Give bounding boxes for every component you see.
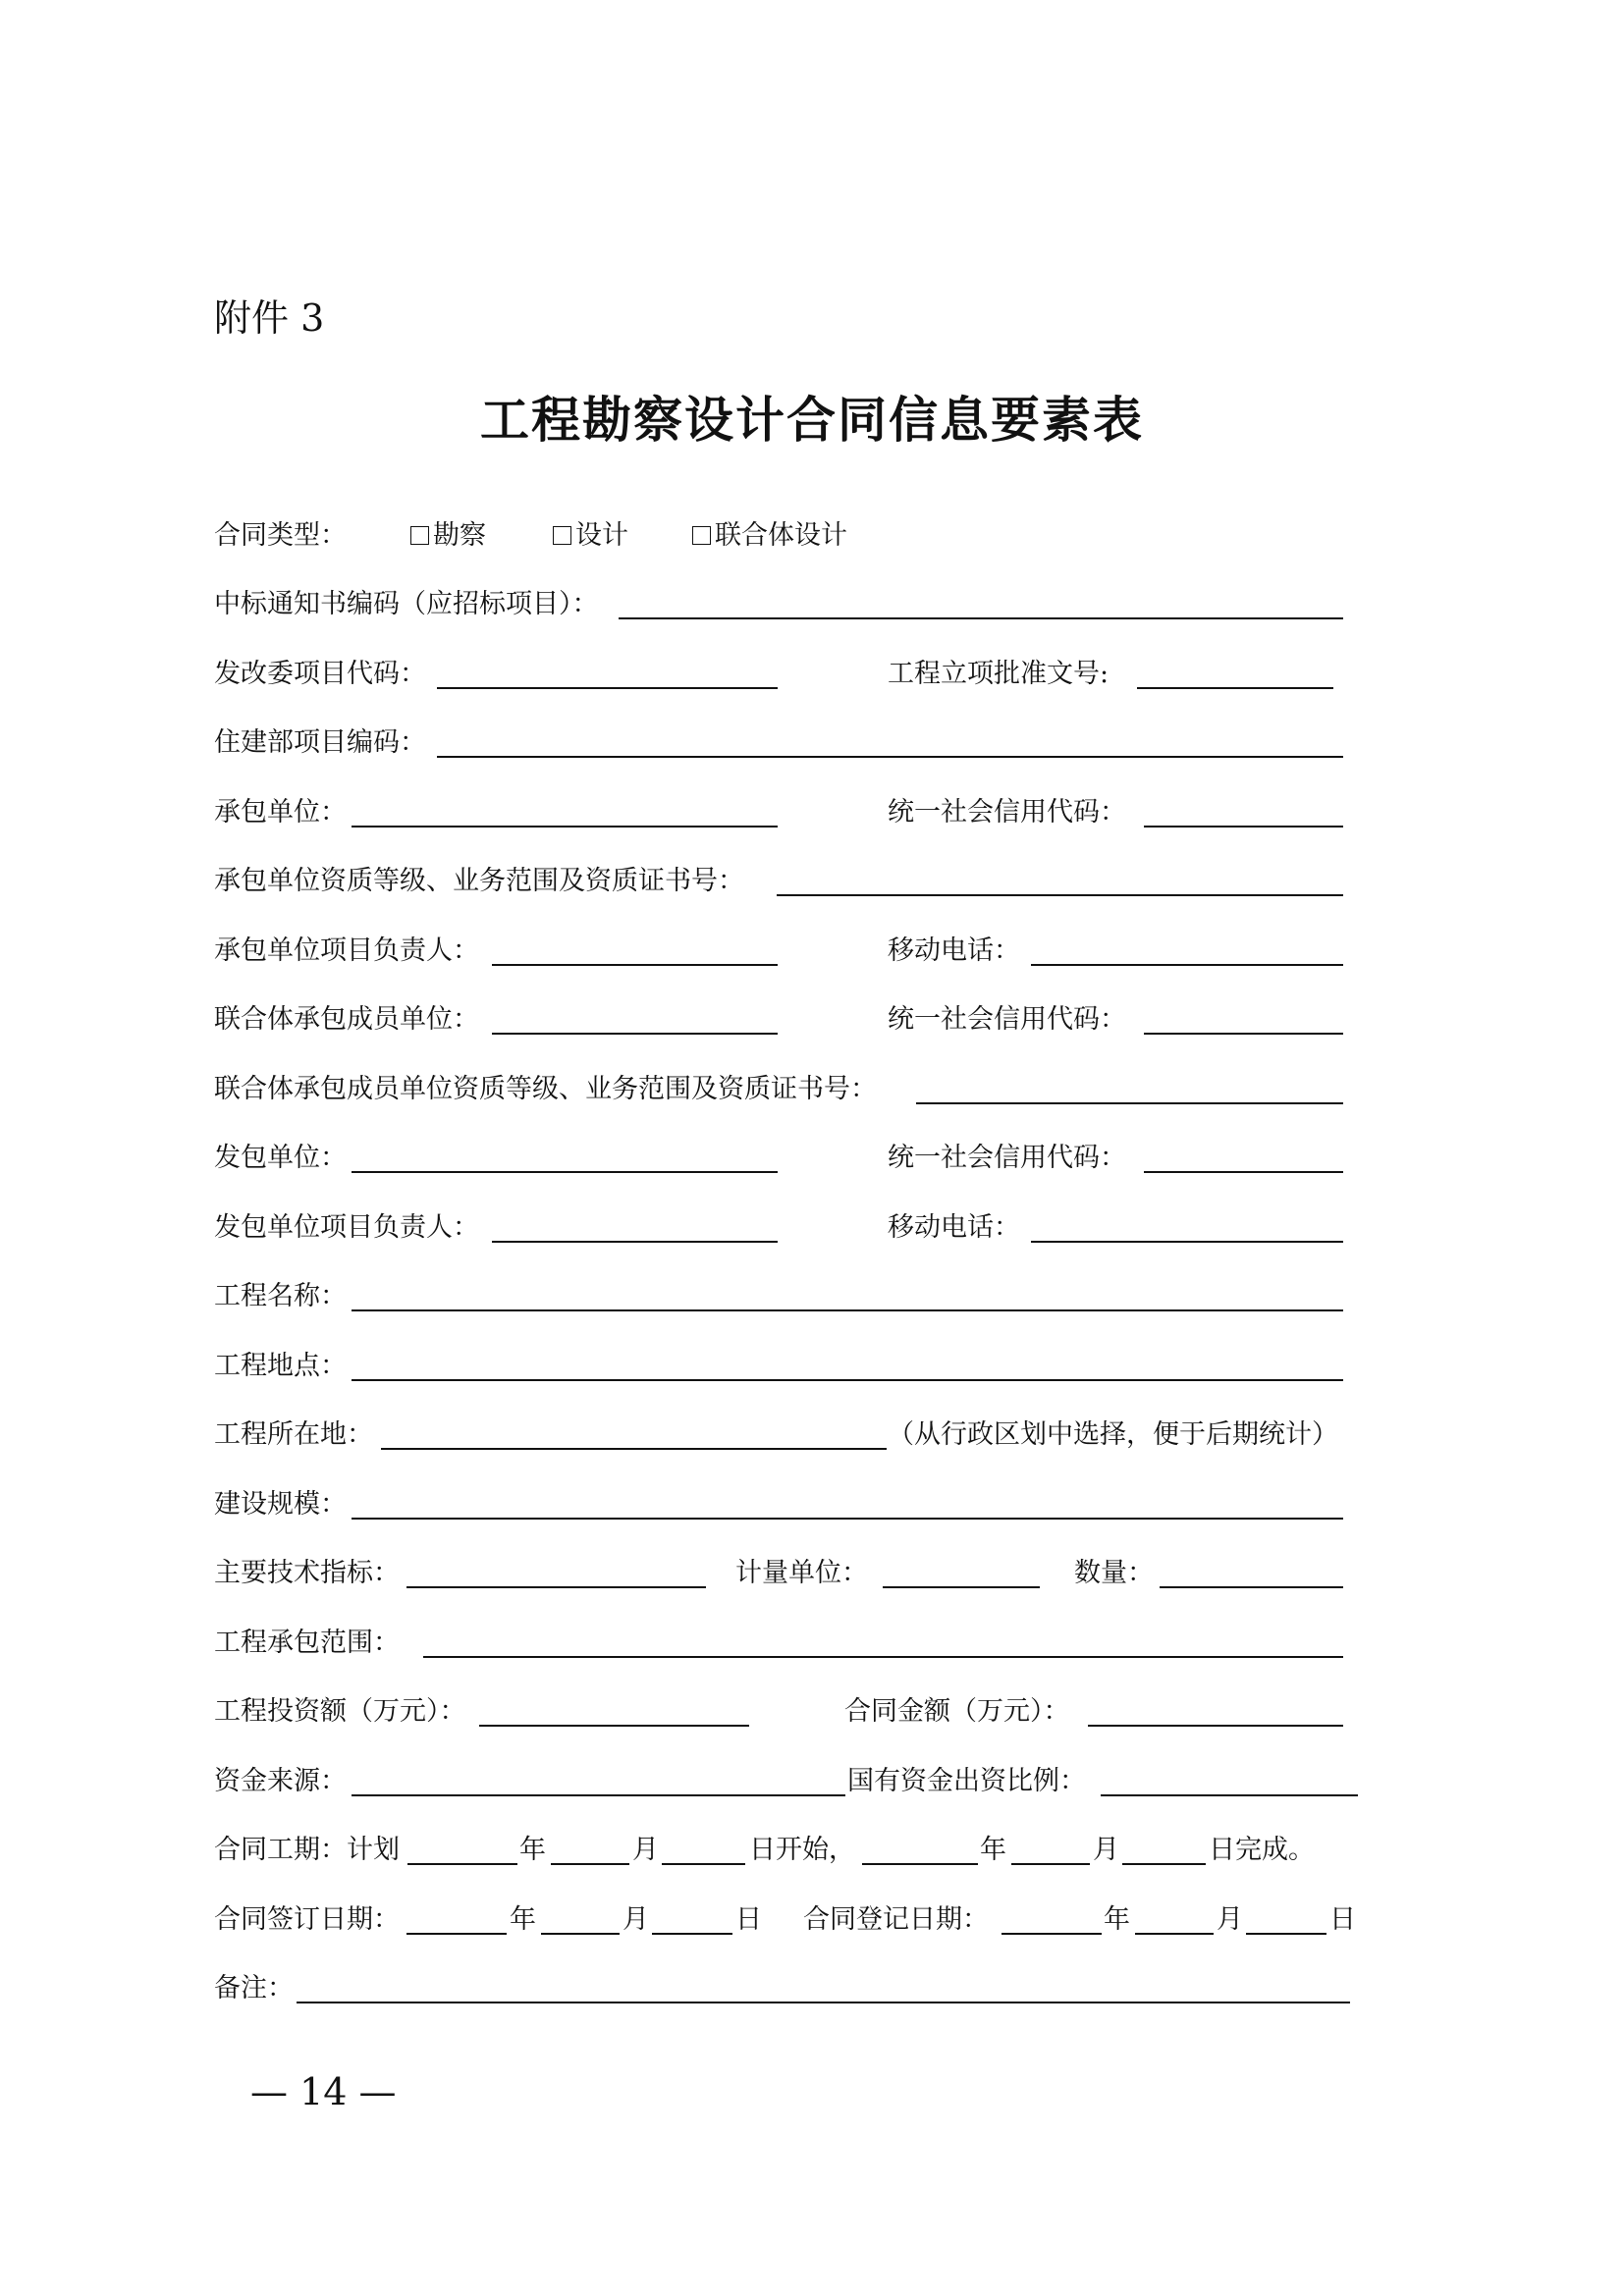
row-mohurd: [214, 711, 1343, 780]
row-employer: [214, 1126, 1343, 1196]
register-date-label: 合同登记日期：: [803, 1903, 989, 1935]
contract-amount-field[interactable]: [1088, 1725, 1343, 1727]
contractor-lead-label: 承包单位项目负责人：: [214, 934, 479, 966]
unit-label: 计量单位：: [735, 1558, 868, 1588]
bid-notice-label: 中标通知书编码（应招标项目）：: [214, 589, 599, 619]
checkbox-icon: [553, 526, 571, 545]
scope-field[interactable]: [423, 1656, 1343, 1658]
row-project-name: [214, 1264, 1343, 1334]
sign-day-label: 日: [735, 1903, 762, 1935]
checkbox-icon: [692, 526, 711, 545]
end-month-field[interactable]: [1011, 1863, 1090, 1865]
contract-amount-label: 合同金额（万元）：: [844, 1696, 1070, 1727]
jv-qual-label: 联合体承包成员单位资质等级、业务范围及资质证书号：: [214, 1073, 877, 1104]
row-contractor: [214, 779, 1343, 849]
contractor-field[interactable]: [352, 826, 778, 828]
sign-year-field[interactable]: [406, 1933, 507, 1935]
row-bid-notice: [214, 572, 1343, 642]
row-investment: [214, 1680, 1343, 1749]
row-contract-type: [214, 503, 1343, 572]
investment-field[interactable]: [479, 1725, 749, 1727]
contractor-qual-field[interactable]: [777, 894, 1343, 896]
row-remarks: [214, 1956, 1343, 2026]
employer-phone-field[interactable]: [1031, 1241, 1343, 1243]
contractor-phone-field[interactable]: [1031, 964, 1343, 966]
end-year-label: 年: [980, 1835, 1006, 1865]
row-fund-source: [214, 1748, 1343, 1818]
employer-lead-field[interactable]: [492, 1241, 778, 1243]
project-site-field[interactable]: [352, 1379, 1343, 1381]
contractor-label: 承包单位：: [214, 796, 347, 828]
document-title: 工程勘察设计合同信息要素表: [480, 391, 1144, 449]
row-project-region: [214, 1403, 1343, 1472]
start-month-field[interactable]: [551, 1863, 629, 1865]
end-suffix: 日完成。: [1209, 1835, 1315, 1865]
employer-label: 发包单位：: [214, 1143, 347, 1173]
row-scope: [214, 1610, 1343, 1680]
start-month-label: 月: [632, 1835, 659, 1865]
start-year-field[interactable]: [407, 1863, 517, 1865]
project-region-label: 工程所在地：: [214, 1419, 373, 1450]
row-contractor-qual: [214, 849, 1343, 919]
approval-no-field[interactable]: [1137, 687, 1333, 689]
fund-source-field[interactable]: [352, 1794, 845, 1796]
sign-month-label: 月: [623, 1903, 649, 1935]
project-name-field[interactable]: [352, 1309, 1343, 1311]
row-contractor-lead: [214, 918, 1343, 988]
employer-field[interactable]: [352, 1171, 778, 1173]
sign-day-field[interactable]: [652, 1933, 732, 1935]
row-dates: [214, 1887, 1356, 1956]
checkbox-design[interactable]: [553, 519, 628, 551]
fund-source-label: 资金来源：: [214, 1765, 347, 1796]
jv-qual-field[interactable]: [916, 1102, 1343, 1104]
ndrc-code-field[interactable]: [437, 687, 778, 689]
sign-year-label: 年: [510, 1903, 536, 1935]
remarks-label: 备注：: [214, 1973, 294, 2003]
register-month-field[interactable]: [1135, 1933, 1214, 1935]
row-contract-period: [214, 1818, 1343, 1888]
row-ndrc: [214, 641, 1343, 711]
checkbox-survey[interactable]: [410, 519, 486, 551]
contract-info-form: [214, 503, 1356, 2025]
checkbox-jv-design-label: 联合体设计: [715, 519, 847, 551]
register-day-field[interactable]: [1246, 1933, 1326, 1935]
checkbox-design-label: 设计: [575, 519, 628, 551]
tech-index-field[interactable]: [406, 1586, 706, 1588]
mohurd-code-field[interactable]: [437, 756, 1343, 758]
state-ratio-field[interactable]: [1101, 1794, 1358, 1796]
start-suffix: 日开始，: [749, 1835, 855, 1865]
row-employer-lead: [214, 1195, 1343, 1264]
employer-credit-label: 统一社会信用代码：: [888, 1143, 1126, 1173]
row-project-site: [214, 1333, 1343, 1403]
unit-field[interactable]: [883, 1586, 1040, 1588]
jv-member-field[interactable]: [492, 1033, 778, 1035]
project-region-note: （从行政区划中选择，便于后期统计）: [888, 1419, 1338, 1450]
project-name-label: 工程名称：: [214, 1281, 347, 1311]
contractor-lead-field[interactable]: [492, 964, 778, 966]
remarks-field[interactable]: [297, 2002, 1350, 2003]
contractor-credit-field[interactable]: [1144, 826, 1343, 828]
employer-credit-field[interactable]: [1144, 1171, 1343, 1173]
employer-phone-label: 移动电话：: [888, 1211, 1020, 1243]
jv-credit-label: 统一社会信用代码：: [888, 1004, 1126, 1035]
attachment-label: 附件 3: [214, 296, 325, 340]
jv-credit-field[interactable]: [1144, 1033, 1343, 1035]
register-year-label: 年: [1104, 1903, 1130, 1935]
scale-label: 建设规模：: [214, 1488, 347, 1520]
row-jv-qual: [214, 1056, 1343, 1126]
investment-label: 工程投资额（万元）：: [214, 1696, 466, 1727]
contractor-qual-label: 承包单位资质等级、业务范围及资质证书号：: [214, 866, 744, 896]
sign-month-field[interactable]: [541, 1933, 620, 1935]
period-label: 合同工期：计划: [214, 1835, 400, 1865]
register-month-label: 月: [1217, 1903, 1243, 1935]
start-year-label: 年: [519, 1835, 546, 1865]
end-month-label: 月: [1093, 1835, 1119, 1865]
end-day-field[interactable]: [1122, 1863, 1206, 1865]
project-site-label: 工程地点：: [214, 1350, 347, 1381]
mohurd-code-label: 住建部项目编码：: [214, 727, 426, 758]
quantity-label: 数量：: [1074, 1558, 1154, 1588]
register-day-label: 日: [1329, 1903, 1356, 1935]
end-year-field[interactable]: [862, 1863, 978, 1865]
scope-label: 工程承包范围：: [214, 1627, 400, 1658]
state-ratio-label: 国有资金出资比例：: [847, 1765, 1086, 1796]
bid-notice-field[interactable]: [619, 617, 1343, 619]
register-year-field[interactable]: [1001, 1933, 1102, 1935]
project-region-field[interactable]: [381, 1448, 887, 1450]
checkbox-jv-design[interactable]: [692, 519, 847, 551]
row-jv-member: [214, 988, 1343, 1057]
contractor-credit-label: 统一社会信用代码：: [888, 796, 1126, 828]
row-scale: [214, 1471, 1343, 1541]
page-number: — 14 —: [250, 2070, 397, 2113]
start-day-field[interactable]: [662, 1863, 745, 1865]
contractor-phone-label: 移动电话：: [888, 934, 1020, 966]
contract-type-label: 合同类型：: [214, 519, 347, 551]
checkbox-icon: [410, 526, 429, 545]
tech-index-label: 主要技术指标：: [214, 1558, 400, 1588]
employer-lead-label: 发包单位项目负责人：: [214, 1211, 479, 1243]
sign-date-label: 合同签订日期：: [214, 1903, 400, 1935]
jv-member-label: 联合体承包成员单位：: [214, 1004, 479, 1035]
scale-field[interactable]: [352, 1518, 1343, 1520]
ndrc-code-label: 发改委项目代码：: [214, 658, 426, 689]
row-tech-index: [214, 1541, 1343, 1611]
quantity-field[interactable]: [1160, 1586, 1343, 1588]
checkbox-survey-label: 勘察: [433, 519, 486, 551]
approval-no-label: 工程立项批准文号:: [888, 658, 1110, 689]
